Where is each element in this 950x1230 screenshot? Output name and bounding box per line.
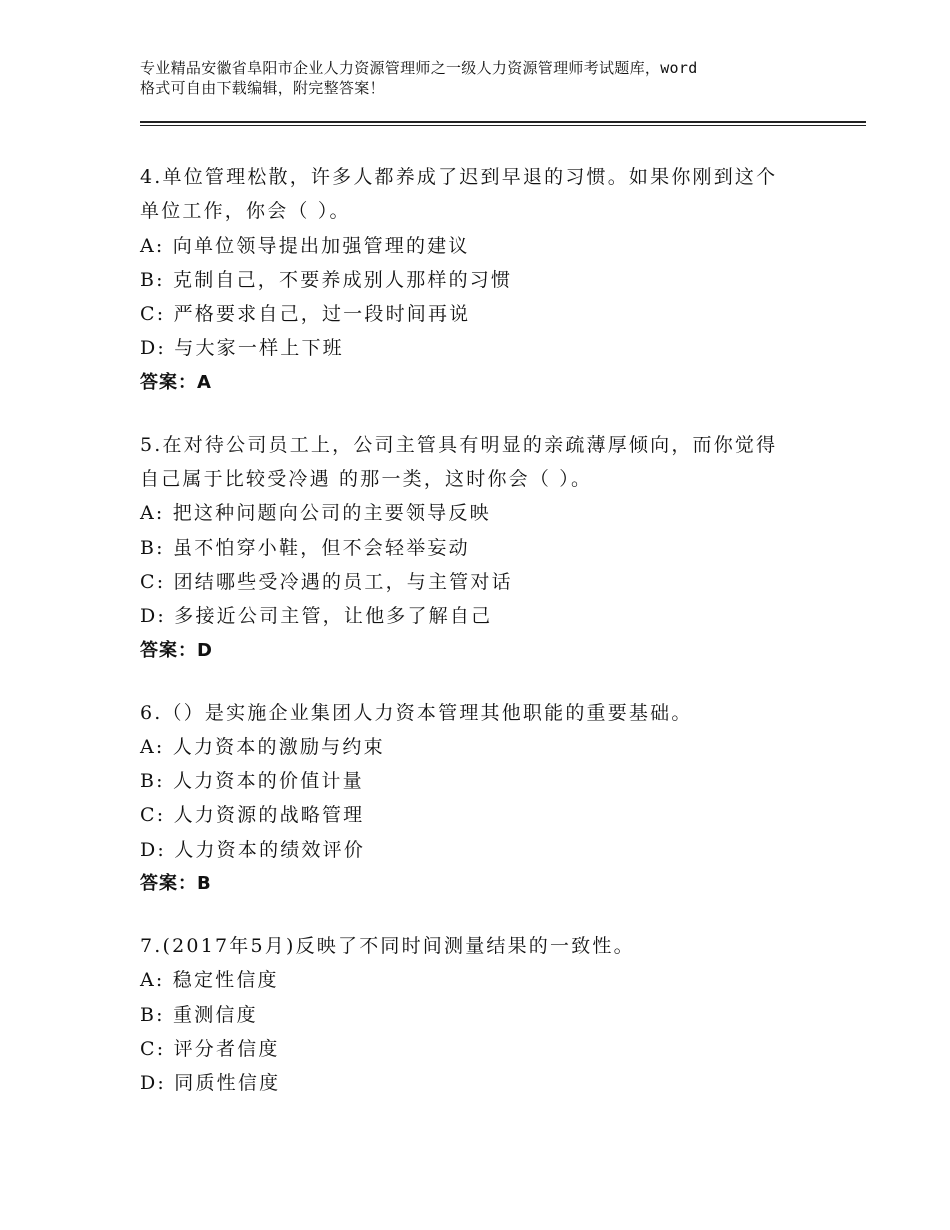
- question-4: [140, 160, 820, 400]
- option-c: C: 评分者信度: [140, 1037, 280, 1060]
- option-a: A: 人力资本的激励与约束: [140, 735, 385, 758]
- option-d: D: 与大家一样上下班: [140, 337, 344, 360]
- question-stem-line: 自己属于比较受冷遇 的那一类，这时你会（ ）。: [140, 468, 593, 491]
- header-line-2: 格式可自由下载编辑，附完整答案！: [140, 79, 385, 97]
- option-b: B: 重测信度: [140, 1003, 258, 1026]
- question-stem-line: 6.（）是实施企业集团人力资本管理其他职能的重要基础。: [140, 701, 693, 724]
- option-c: C: 人力资源的战略管理: [140, 804, 365, 827]
- header-line-1: 专业精品安徽省阜阳市企业人力资源管理师之一级人力资源管理师考试题库，word: [140, 59, 698, 77]
- question-6: [140, 696, 820, 901]
- question-stem-line: 5.在对待公司员工上，公司主管具有明显的亲疏薄厚倾向，而你觉得: [140, 433, 778, 456]
- option-a: A: 稳定性信度: [140, 969, 279, 992]
- option-d: D: 人力资本的绩效评价: [140, 838, 366, 861]
- option-c: C: 团结哪些受冷遇的员工，与主管对话: [140, 570, 513, 593]
- header-divider-thick: [140, 121, 866, 123]
- answer: 答案：B: [140, 873, 212, 895]
- option-c: C: 严格要求自己，过一段时间再说: [140, 303, 471, 326]
- question-stem-line: 4.单位管理松散，许多人都养成了迟到早退的习惯。如果你刚到这个: [140, 166, 778, 188]
- option-b: B: 人力资本的价值计量: [140, 770, 364, 793]
- option-d: D: 多接近公司主管，让他多了解自己: [140, 605, 493, 628]
- option-b: B: 虽不怕穿小鞋，但不会轻举妄动: [140, 536, 470, 559]
- option-d: D: 同质性信度: [140, 1072, 281, 1095]
- question-7: [140, 929, 820, 1100]
- question-5: [140, 428, 820, 668]
- option-a: A: 向单位领导提出加强管理的建议: [140, 234, 470, 257]
- document-header: [140, 58, 840, 98]
- header-divider-thin: [140, 125, 866, 126]
- option-b: B: 克制自己，不要养成别人那样的习惯: [140, 268, 513, 291]
- question-stem-line: 单位工作，你会（ ）。: [140, 200, 351, 223]
- answer: 答案：D: [140, 639, 213, 661]
- answer: 答案：A: [140, 371, 212, 393]
- option-a: A: 把这种问题向公司的主要领导反映: [140, 502, 491, 525]
- question-stem-line: 7.(2017年5月)反映了不同时间测量结果的一致性。: [140, 935, 635, 958]
- question-list: [140, 160, 820, 1129]
